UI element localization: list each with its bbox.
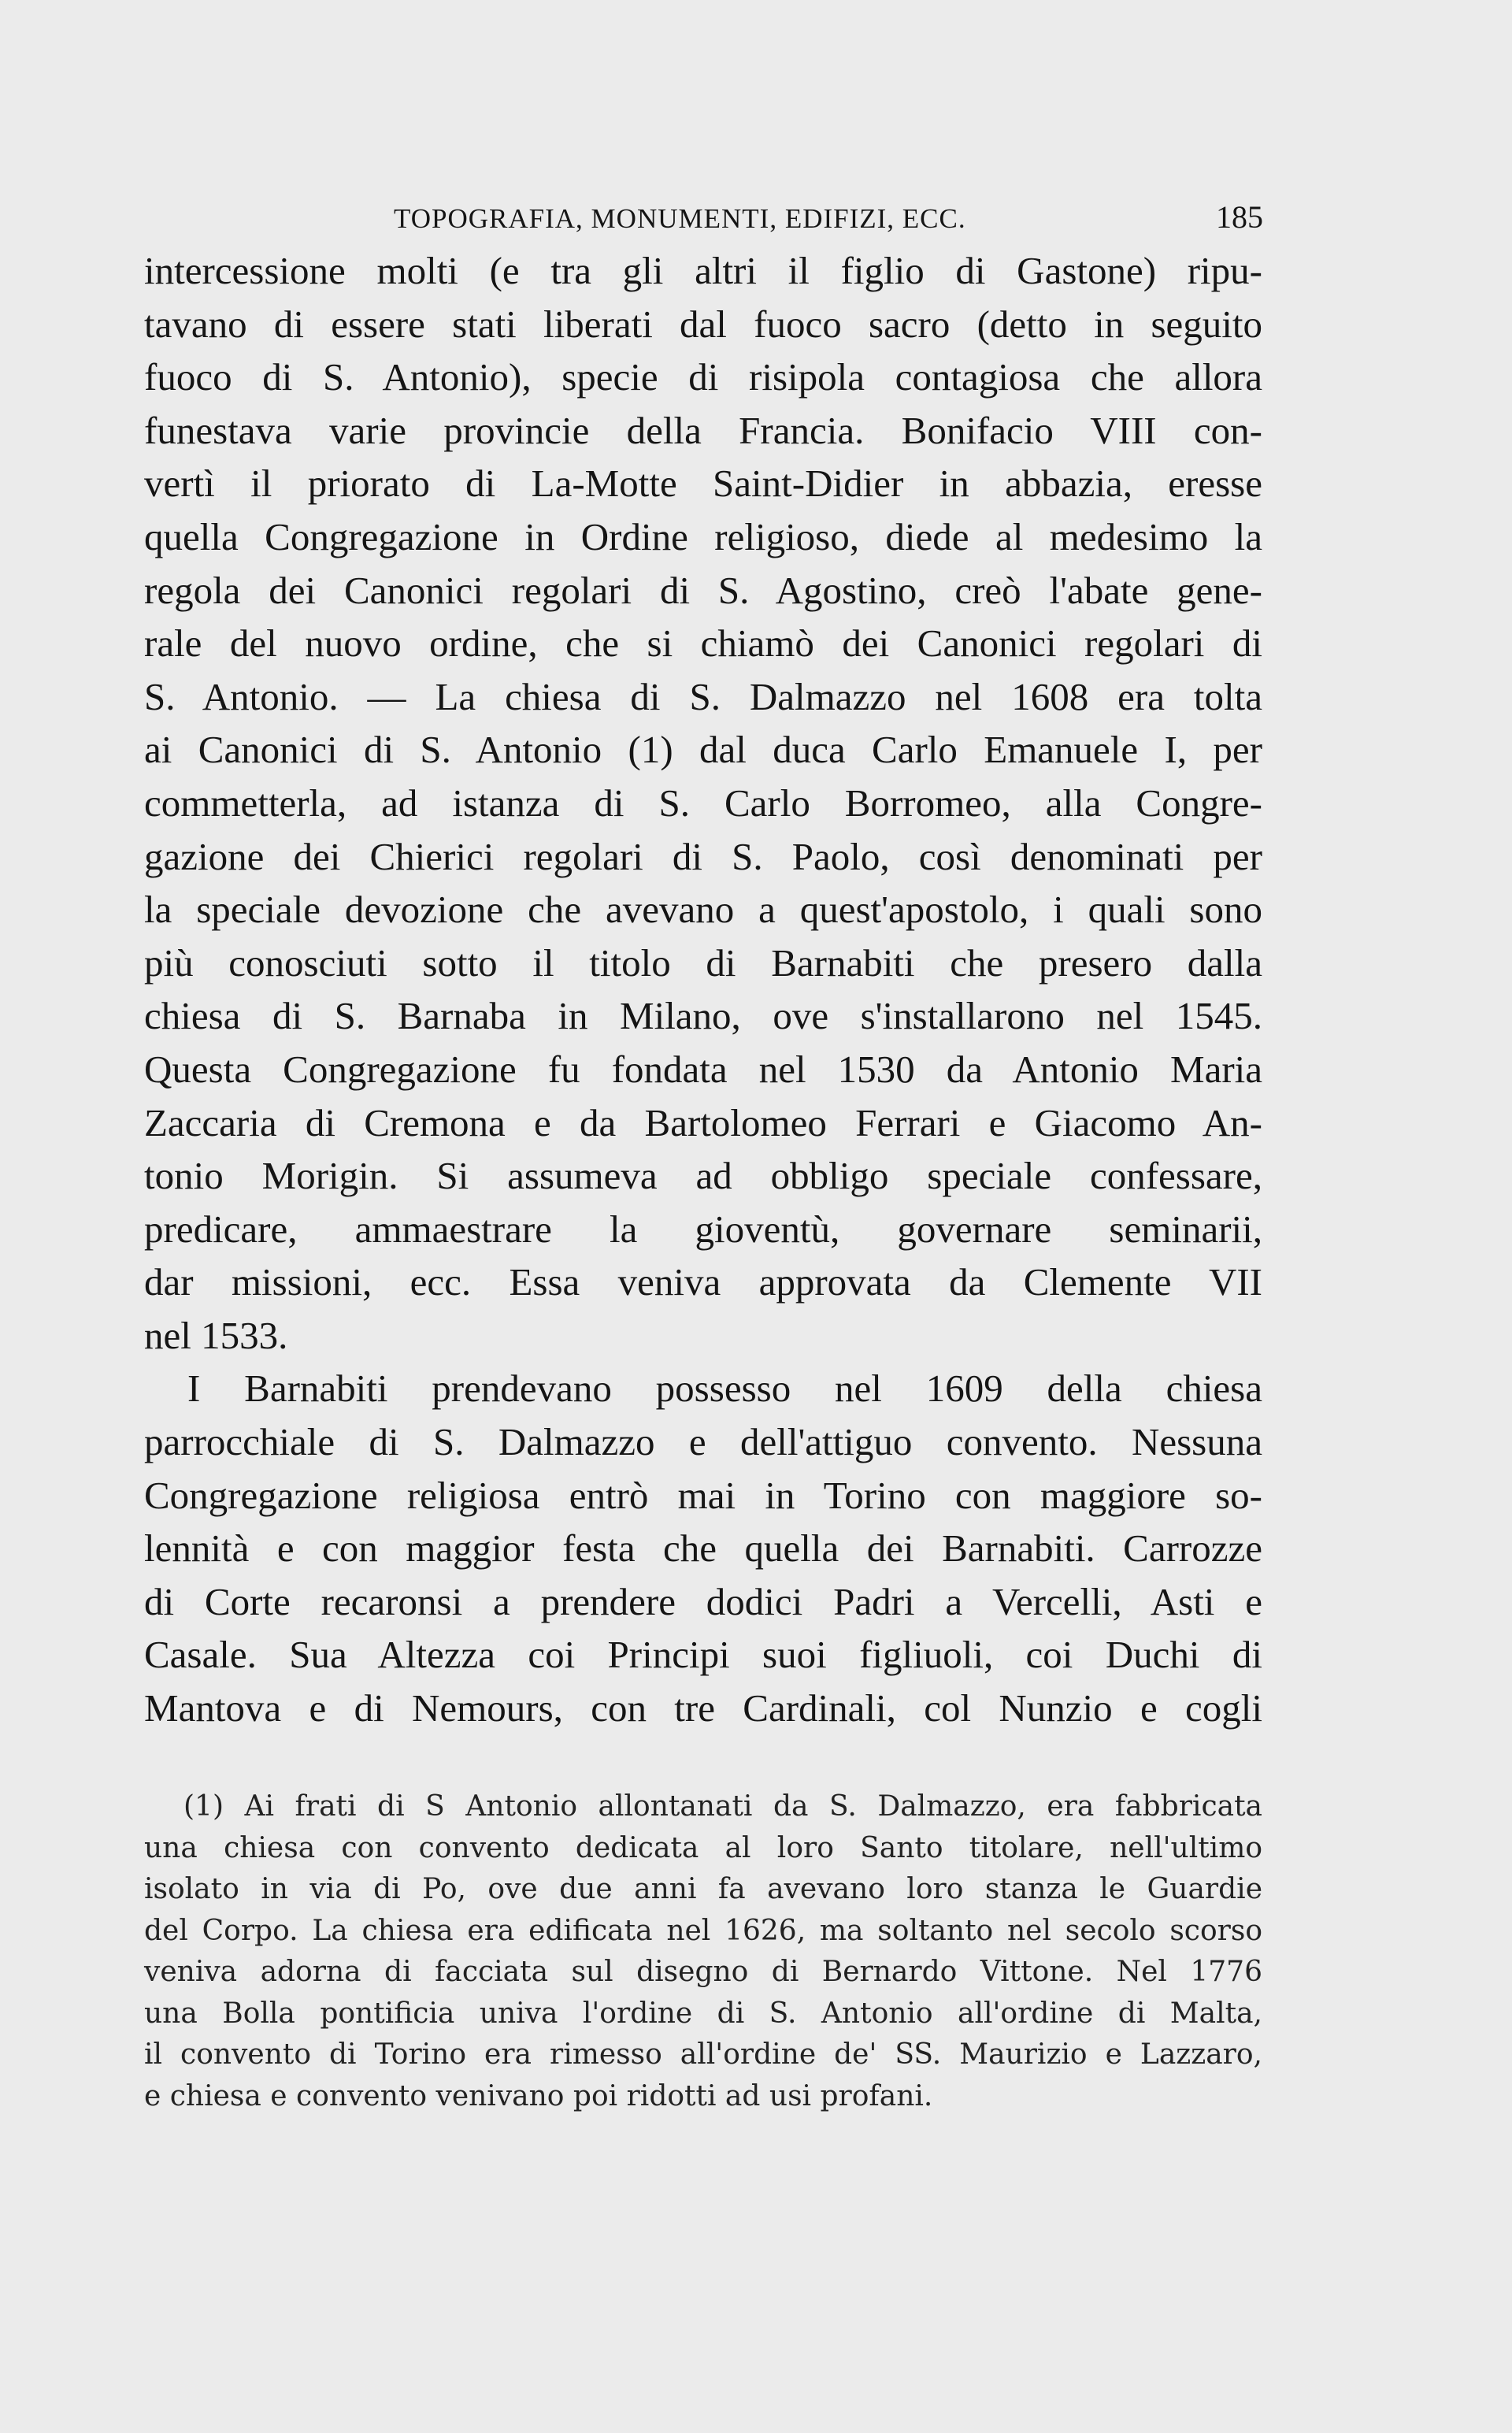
body-text bbox=[144, 244, 1262, 1735]
body-line: predicare, ammaestrare la gioventù, governare seminarii, bbox=[144, 1207, 1262, 1251]
body-line: chiesa di S. Barnaba in Milano, ove s'installarono nel 1545. bbox=[144, 994, 1262, 1038]
body-line: ai Canonici di S. Antonio (1) dal duca Carlo Emanuele I, per bbox=[144, 728, 1262, 772]
body-line: parrocchiale di S. Dalmazzo e dell'attiguo convento. Nessuna bbox=[144, 1420, 1262, 1464]
footnotes bbox=[144, 1786, 1262, 2117]
body-line: vertì il priorato di La-Motte Saint-Didier in abbazia, eresse bbox=[144, 462, 1262, 506]
body-line: Mantova e di Nemours, con tre Cardinali, col Nunzio e cogli bbox=[144, 1686, 1262, 1730]
footnote-line: una Bolla pontificia univa l'ordine di S. Antonio all'ordine di Malta, bbox=[144, 1997, 1262, 2030]
body-line: S. Antonio. — La chiesa di S. Dalmazzo nel 1608 era tolta bbox=[144, 674, 1262, 718]
footnote-line: isolato in via di Po, ove due anni fa avevano loro stanza le Guardie bbox=[144, 1873, 1262, 1905]
body-line: Questa Congregazione fu fondata nel 1530 da Antonio Maria bbox=[144, 1047, 1262, 1091]
body-line: gazione dei Chierici regolari di S. Paolo, così denominati per bbox=[144, 834, 1262, 878]
body-line: Congregazione religiosa entrò mai in Torino con maggiore so- bbox=[144, 1473, 1262, 1517]
body-line: rale del nuovo ordine, che si chiamò dei Canonici regolari di bbox=[144, 621, 1262, 666]
body-line: fuoco di S. Antonio), specie di risipola contagiosa che allora bbox=[144, 355, 1262, 399]
body-line: più conosciuti sotto il titolo di Barnabiti che presero dalla bbox=[144, 940, 1262, 985]
body-line: intercessione molti (e tra gli altri il figlio di Gastone) ripu- bbox=[144, 249, 1262, 292]
body-line: di Corte recaronsi a prendere dodici Padri a Vercelli, Asti e bbox=[144, 1579, 1262, 1623]
body-line: dar missioni, ecc. Essa veniva approvata da Clemente VII bbox=[144, 1260, 1262, 1304]
body-line: nel 1533. bbox=[144, 1313, 288, 1357]
footnote-line: il convento di Torino era rimesso all'ordine de' SS. Maurizio e Lazzaro, bbox=[144, 2038, 1262, 2071]
body-line: I Barnabiti prendevano possesso nel 1609 della chiesa bbox=[187, 1367, 1262, 1411]
body-line: regola dei Canonici regolari di S. Agostino, creò l'abate gene- bbox=[144, 568, 1262, 612]
body-line: commetterla, ad istanza di S. Carlo Borromeo, alla Congre- bbox=[144, 781, 1262, 825]
page-number: 185 bbox=[1216, 199, 1263, 235]
body-line: tonio Morigin. Si assumeva ad obbligo speciale confessare, bbox=[144, 1154, 1262, 1198]
body-line: quella Congregazione in Ordine religioso, diede al medesimo la bbox=[144, 514, 1262, 558]
body-line: tavano di essere stati liberati dal fuoco sacro (detto in seguito bbox=[144, 302, 1262, 346]
body-line: Zaccaria di Cremona e da Bartolomeo Ferrari e Giacomo An- bbox=[144, 1100, 1262, 1144]
body-line: la speciale devozione che avevano a quest'apostolo, i quali sono bbox=[144, 888, 1262, 932]
running-header: TOPOGRAFIA, MONUMENTI, EDIFIZI, ECC. bbox=[394, 203, 966, 234]
body-line: funestava varie provincie della Francia. Bonifacio VIII con- bbox=[144, 408, 1262, 452]
body-line: Casale. Sua Altezza coi Principi suoi figliuoli, coi Duchi di bbox=[144, 1633, 1262, 1677]
footnote-line: e chiesa e convento venivano poi ridotti ad usi profani. bbox=[144, 2079, 933, 2112]
footnote-line: (1) Ai frati di S Antonio allontanati da S. Dalmazzo, era fabbricata bbox=[183, 1790, 1262, 1823]
body-line: lennità e con maggior festa che quella dei Barnabiti. Carrozze bbox=[144, 1526, 1262, 1571]
footnote-line: del Corpo. La chiesa era edificata nel 1626, ma soltanto nel secolo scorso bbox=[144, 1914, 1262, 1947]
footnote-line: una chiesa con convento dedicata al loro Santo titolare, nell'ultimo bbox=[144, 1831, 1262, 1864]
footnote-line: veniva adorna di facciata sul disegno di Bernardo Vittone. Nel 1776 bbox=[144, 1956, 1262, 1988]
